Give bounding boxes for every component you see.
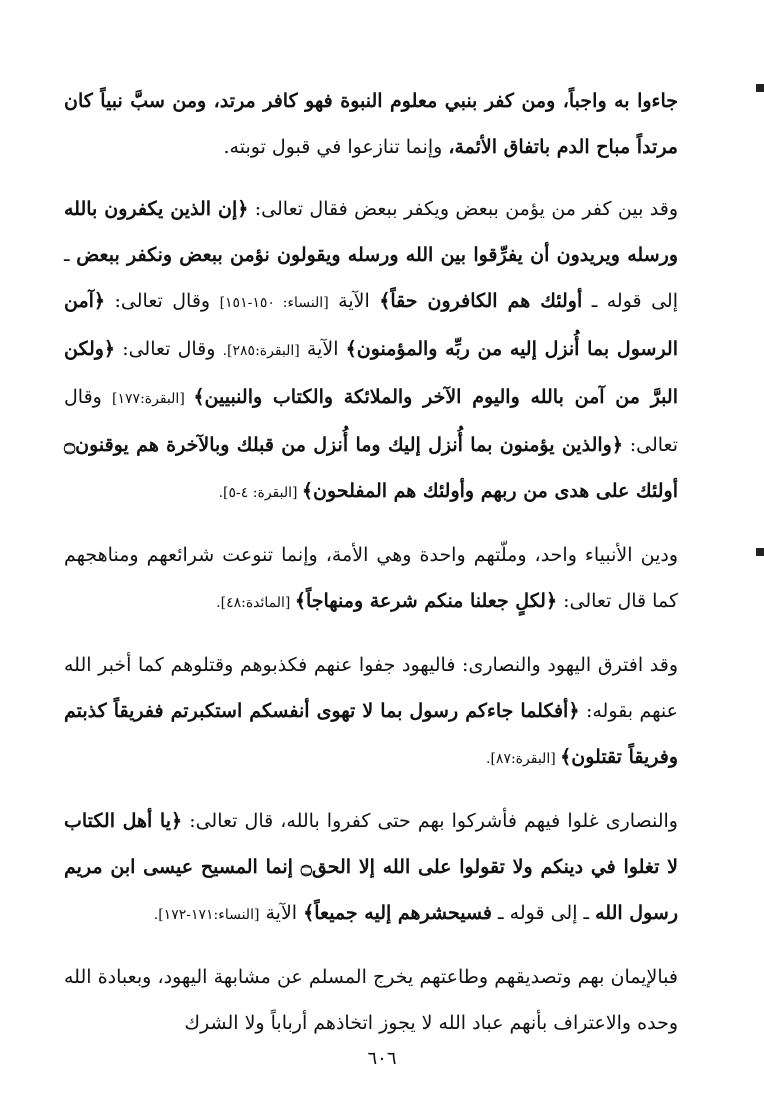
body-segment: ـ إلى قوله ـ [64, 244, 678, 312]
citation: [البقرة:١٧٧] [112, 391, 194, 407]
scan-mark [756, 84, 764, 92]
quote-text: ﴿أفكلما جاءكم رسول بما لا تهوى أنفسكم استكبرتم ففريقاً كذبتم وفريقاً تقتلون﴾ [64, 700, 678, 768]
body-segment: ودين الأنبياء واحد، وملّتهم واحدة وهي الأمة، وإنما تنوعت شرائعهم ومناهجهم كما قال تعالى: [64, 544, 678, 612]
quote-text: ﴿ولكن البرَّ من آمن بالله واليوم الآخر والملائكة والكتاب والنبيين﴾ [64, 338, 678, 408]
body-segment: والنصارى غلوا فيهم فأشركوا بهم حتى كفروا بالله، قال تعالى: [182, 810, 678, 832]
paragraph [64, 798, 678, 938]
citation: [البقرة:٨٧]. [486, 751, 561, 767]
body-segment: فبالإيمان بهم وتصديقهم وطاعتهم يخرج المسلم عن مشابهة اليهود، وبعبادة الله وحده والاعتراف بأنهم عباد الله لا يجوز اتخاذهم أرباباً ولا الشرك [64, 966, 678, 1034]
paragraph [64, 954, 678, 1046]
quote-text: أولئك هم الكافرون حقاً﴾ [379, 290, 583, 312]
body-segment: وقد افترق اليهود والنصارى: فاليهود جفوا عنهم فكذبوهم وقتلوهم كما أخبر الله عنهم بقوله: [64, 654, 678, 722]
body-segment: ـ إلى قوله ـ [492, 902, 596, 924]
body-segment: وقال تعالى: [64, 386, 678, 456]
citation: [البقرة:٢٨٥]. [222, 343, 300, 359]
quote-text: ﴿يا أهل الكتاب لا تغلوا في دينكم ولا تقولوا على الله إلا الحق۝ إنما المسيح عيسى ابن مريم رسول الله [64, 810, 678, 924]
quote-text: ﴿إن الذين يكفرون بالله ورسله ويريدون أن يفرِّقوا بين الله ورسله ويقولون نؤمن ببعض ونكفر ببعض [64, 198, 678, 266]
paragraph [64, 78, 678, 170]
quote-text: جاءوا به واجباً، ومن كفر بنبي معلوم النبوة فهو كافر مرتد، ومن سبَّ نبياً كان مرتداً مباح الدم باتفاق الأئمة، [64, 90, 678, 158]
quote-text: فسيحشرهم إليه جميعاً﴾ [303, 902, 493, 924]
citation: [النساء:١٧١-١٧٢]. [153, 907, 260, 923]
body-segment: الآية [328, 290, 380, 312]
paragraph [64, 532, 678, 626]
body-segment: الآية [299, 338, 346, 360]
paragraph [64, 642, 678, 782]
paragraph [64, 186, 678, 516]
citation: [النساء: ١٥٠-١٥١] [219, 295, 329, 311]
quote-text: ﴿لكلٍ جعلنا منكم شرعة ومنهاجاً﴾ [294, 590, 558, 612]
citation: [المائدة:٤٨]. [216, 595, 295, 611]
body-segment: وقد بين كفر من يؤمن ببعض ويكفر ببعض فقال تعالى: [248, 198, 678, 220]
body-text [64, 78, 678, 1046]
quote-text: ﴿آمن الرسول بما أُنزل إليه من ربِّه والمؤمنون﴾ [64, 290, 678, 360]
citation: [البقرة: ٤-٥]. [218, 485, 302, 501]
body-segment: وقال تعالى: [115, 338, 223, 360]
body-segment: الآية [259, 902, 304, 924]
scan-mark [756, 548, 764, 556]
page-number: ٦٠٦ [367, 1048, 397, 1069]
body-segment: وقال تعالى: [105, 290, 220, 312]
quote-text: ﴿والذين يؤمنون بما أُنزل إليك وما أُنزل من قبلك وبالآخرة هم يوقنون۝ أولئك على هدى من ربهم وأولئك هم المفلحون﴾ [64, 434, 678, 502]
body-segment: وإنما تنازعوا في قبول توبته. [223, 136, 449, 158]
